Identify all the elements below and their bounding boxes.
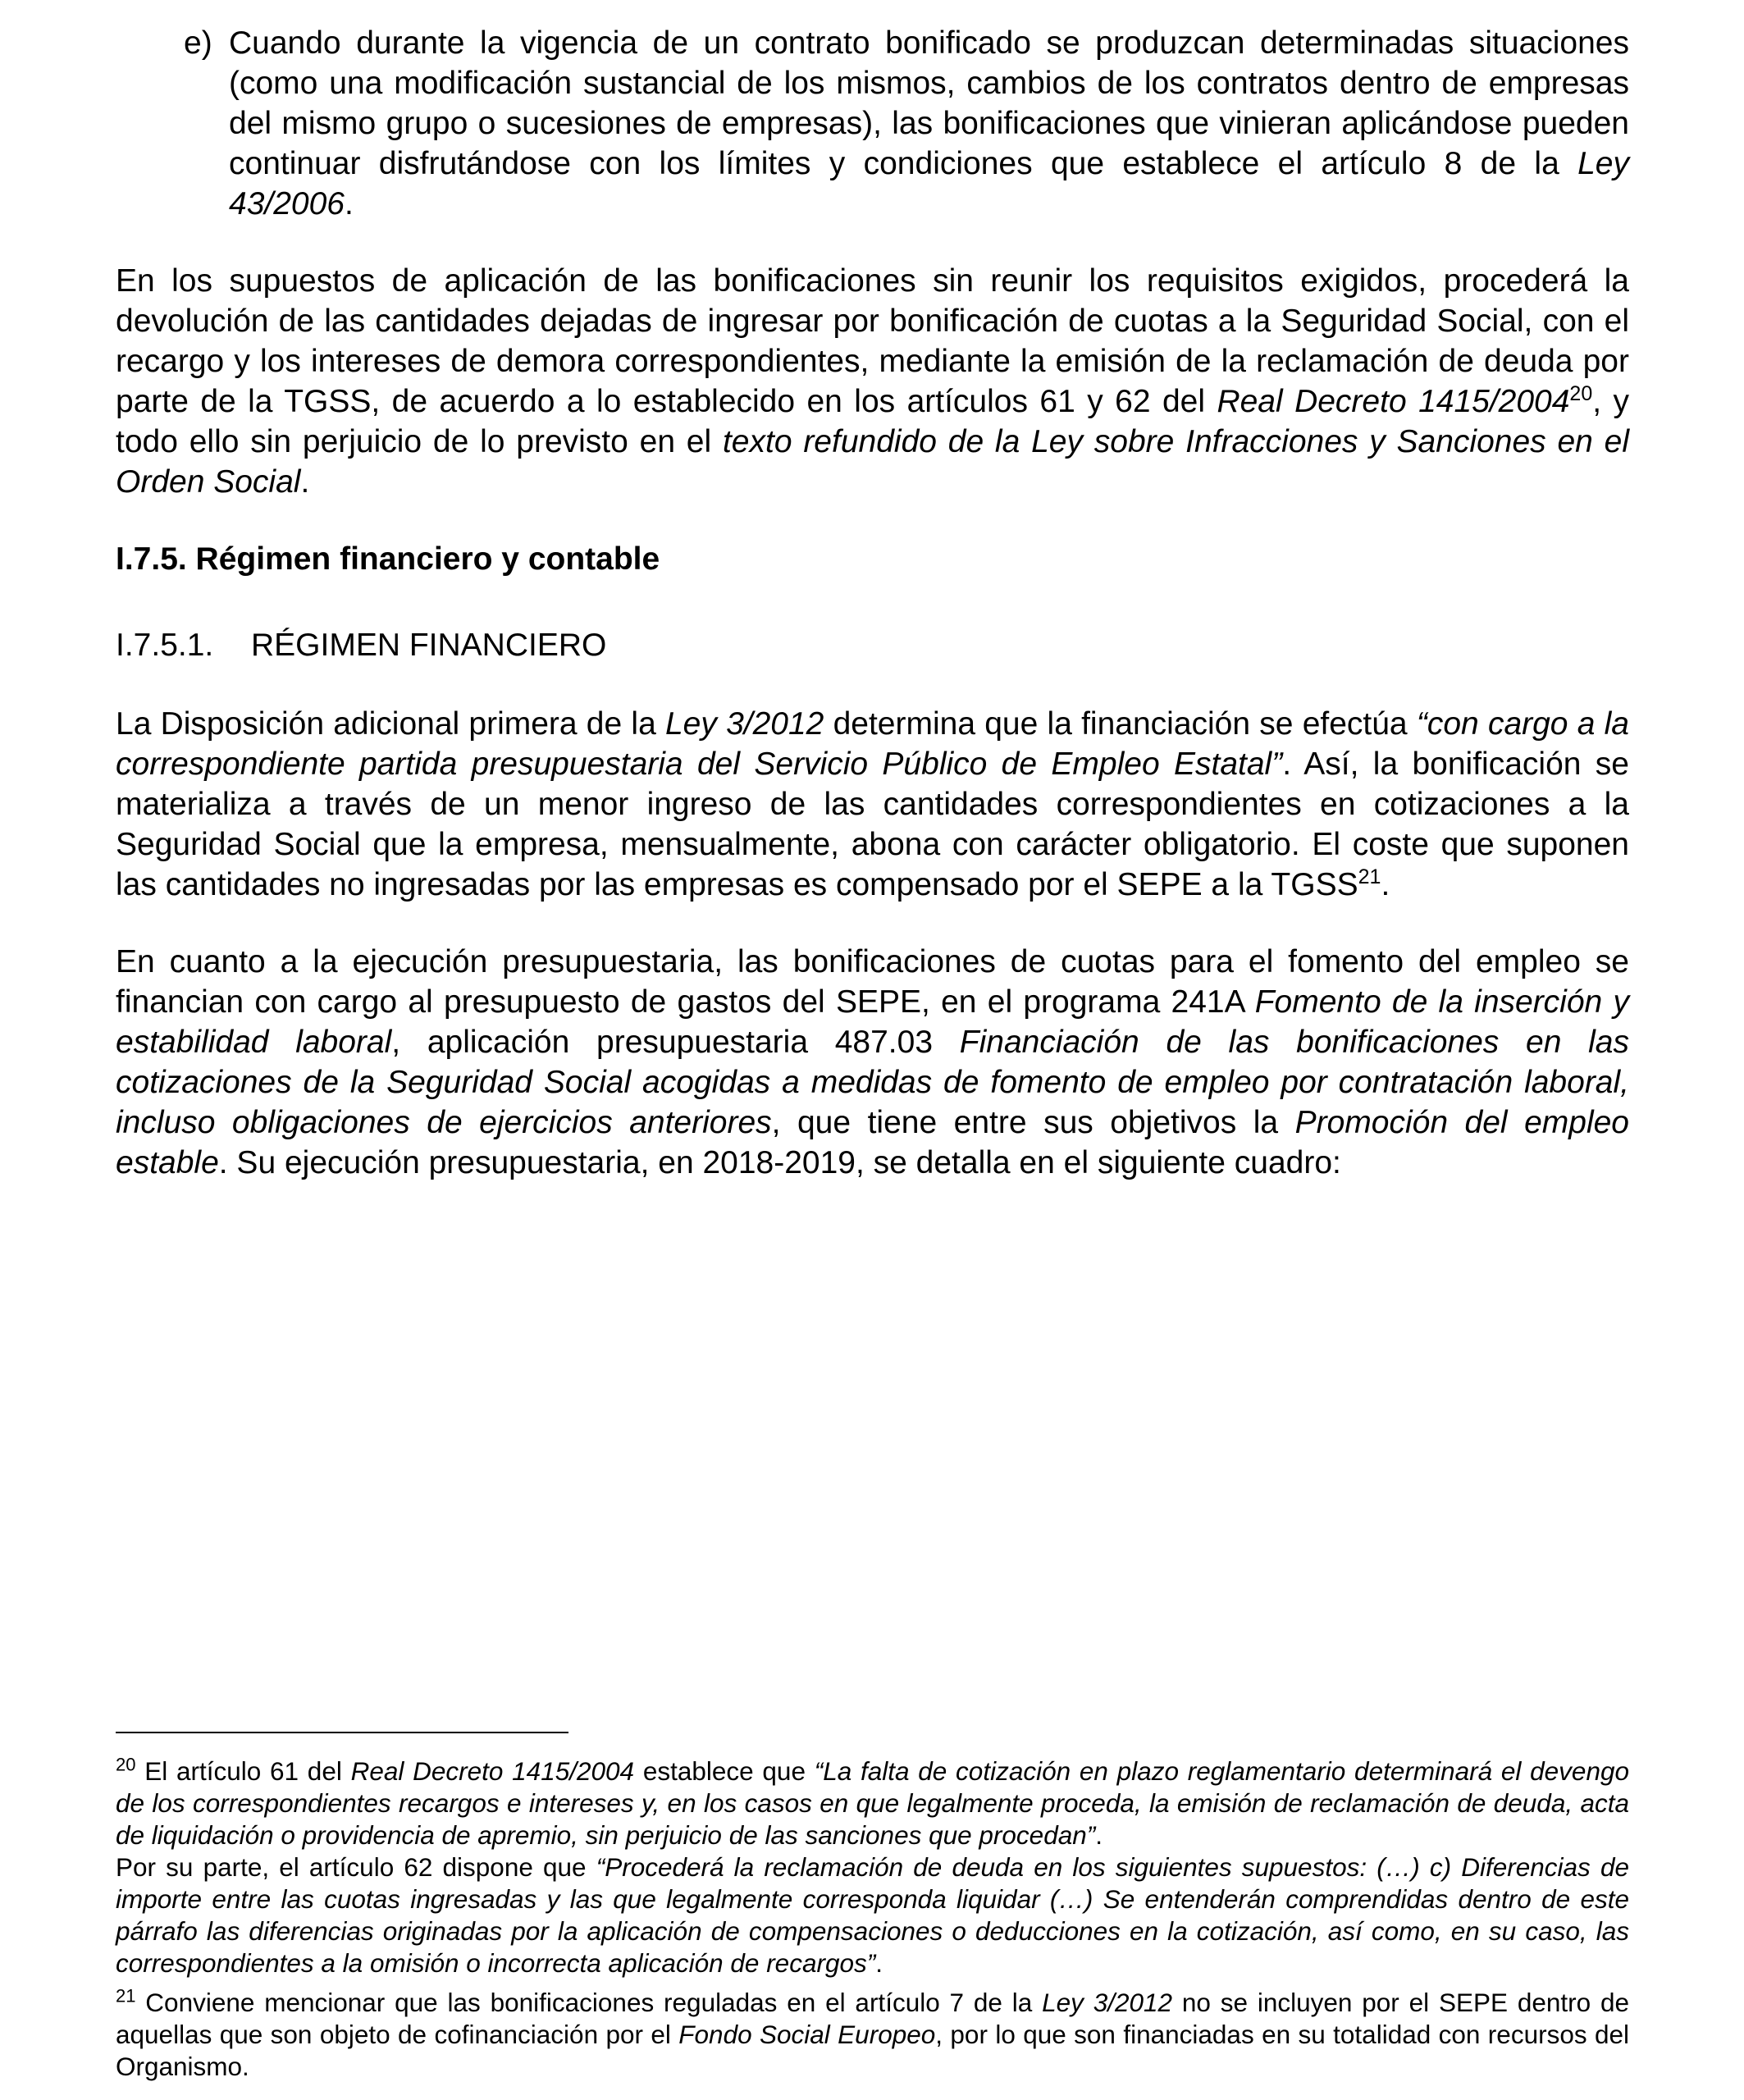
footnote-ref-20[interactable]: 20	[1569, 382, 1593, 405]
subsection-number: I.7.5.1.	[116, 628, 214, 663]
footnote-20: $^{20}$ El artículo 61 del Real Decreto 1415/2004 establece que “La falta de cotización en plazo reglamentario determinará el devengo de los correspondientes recargos e intereses y, en los casos en que legalmente proceda, la emisión de reclamación de deuda, acta de liquidación o providencia de apremio, sin perjuicio de las sanciones que procedan”.	[116, 1754, 1629, 1850]
page-body	[116, 23, 1629, 1183]
footnotes	[116, 1755, 1629, 2083]
subsection-title: RÉGIMEN FINANCIERO	[251, 628, 607, 663]
list-item-e: e) Cuando durante la vigencia de un contrato bonificado se produzcan determinadas situaciones (como una modificación sustancial de los mismos, cambios de los contratos dentro de empresas del mismo grupo o sucesiones de empresas), las bonificaciones que vinieran aplicándose pueden continuar disfrutándose con los límites y condiciones que establece el artículo 8 de la Ley 43/2006.	[116, 23, 1629, 224]
subsection-heading	[116, 625, 1629, 665]
list-marker: e)	[184, 25, 212, 61]
paragraph-ejecucion: En cuanto a la ejecución presupuestaria, las bonificaciones de cuotas para el fomento del empleo se financian con cargo al presupuesto de gastos del SEPE, en el programa 241A Fomento de la inserción y estabilidad laboral, aplicación presupuestaria 487.03 Financiación de las bonificaciones en las cotizaciones de la Seguridad Social acogidas a medidas de fomento de empleo por contratación laboral, incluso obligaciones de ejercicios anteriores, que tiene entre sus objetivos la Promoción del empleo estable. Su ejecución presupuestaria, en 2018-2019, se detalla en el siguiente cuadro:	[116, 944, 1629, 1180]
footnote-20-continuation: Por su parte, el artículo 62 dispone que “Procederá la reclamación de deuda en los siguientes supuestos: (…) c) Diferencias de importe entre las cuotas ingresadas y las que legalmente corresponda liquidar (…) Se entenderán comprendidas dentro de este párrafo las diferencias originadas por la aplicación de compensaciones o deducciones en la cotización, así como, en su caso, las correspondientes a la omisión o incorrecta aplicación de recargos”.	[116, 1852, 1629, 1978]
section-heading: I.7.5. Régimen financiero y contable	[116, 541, 660, 577]
paragraph-financiacion: La Disposición adicional primera de la Ley 3/2012 determina que la financiación se efectúa “con cargo a la correspondiente partida presupuestaria del Servicio Público de Empleo Estatal”. Así, la bonificación se materializa a través de un menor ingreso de las cantidades correspondientes en cotizaciones a la Seguridad Social que la empresa, mensualmente, abona con carácter obligatorio. El coste que suponen las cantidades no ingresadas por las empresas es compensado por el SEPE a la TGSS$^{21}$.	[116, 706, 1629, 902]
footnote-number-20: 20	[116, 1754, 136, 1775]
footnote-number-21: 21	[116, 1985, 136, 2006]
footnote-21: $^{21}$ Conviene mencionar que las bonificaciones reguladas en el artículo 7 de la Ley 3/2012 no se incluyen por el SEPE dentro de aquellas que son objeto de cofinanciación por el Fondo Social Europeo, por lo que son financiadas en su totalidad con recursos del Organismo.	[116, 1985, 1630, 2081]
paragraph-devolucion: En los supuestos de aplicación de las bonificaciones sin reunir los requisitos exigidos, procederá la devolución de las cantidades dejadas de ingresar por bonificación de cuotas a la Seguridad Social, con el recargo y los intereses de demora correspondientes, mediante la emisión de la reclamación de deuda por parte de la TGSS, de acuerdo a lo establecido en los artículos 61 y 62 del Real Decreto 1415/2004$^{20}$, y todo ello sin perjuicio de lo previsto en el texto refundido de la Ley sobre Infracciones y Sanciones en el Orden Social.	[116, 263, 1630, 500]
footnote-separator	[116, 1732, 568, 1733]
footnote-ref-21[interactable]: 21	[1358, 865, 1381, 888]
